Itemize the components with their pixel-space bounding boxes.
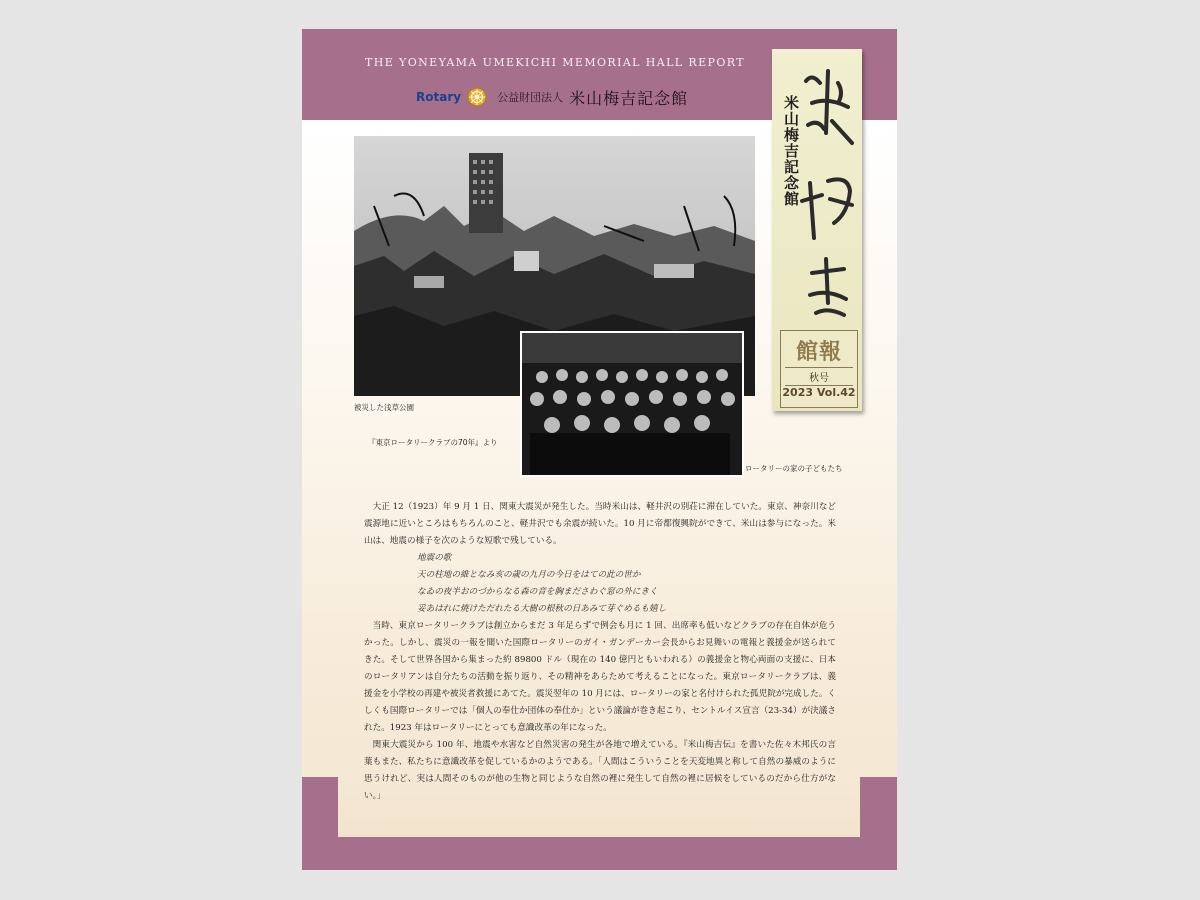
rotary-wheel-icon [467,87,487,107]
paragraph-2: 当時、東京ロータリークラブは創立からまだ 3 年足らずで例会も月に 1 回、出席率も低いなどクラブの存在自体が危うかった。しかし、震災の一報を聞いた国際ロータリーのガイ・ガンデーカー会長からお見舞いの電報と義援金が送られてきた。そして世界各国から集まった約 89800 ドル（現在の 140 億円ともいわれる）の義援金と物心両面の支援に、日本のロータリアンは自分たちの活動を振り返り、その精神をあらためて考えることになった。東京ロータリークラブは、義援金を小学校の再建や被災者救援にあてた。震災翌年の 10 月には、ロータリーの家と名付けられた孤児院が完成した。くしくも国際ロータリーでは「個人の奉仕か団体の奉仕か」という議論が巻き起こり、セントルイス宣言（23-34）が決議された。1923 年はロータリーにとっても意識改革の年になった。 [364,621,836,733]
kanpo-box [780,330,858,408]
article-body [364,499,836,805]
poem-line-2: なゐの夜半おのづからなる森の音を胸まださわぐ窓の外にきく [417,587,658,597]
poem-title: 地震の歌 [417,553,452,563]
paragraph-3: 関東大震災から 100 年、地震や水害など自然災害の発生が各地で増えている。『米山梅吉伝』を書いた佐々木邦氏の言葉もまた、私たちに意識改革を促しているかのようである。「人間はこういうことを天変地異と称して自然の暴威のように思うけれど、実は人間そのものが他の生物と同じような自然の裡に発生して自然の裡に居候をしているのだから仕方がない。」 [364,740,836,801]
calligraphy-signature-icon [798,63,860,325]
source-caption: 『東京ロータリークラブの70年』より [368,438,498,447]
newsletter-page [302,29,897,870]
poem-line-1: 天の柱地の維となみ亥の歳の九月の今日をはての此の世か [417,570,641,580]
org-name: 米山梅吉記念館 [569,88,689,108]
children-photo-caption: ロータリーの家の子どもたち [745,464,843,473]
vertical-org-name: 米山梅吉記念館 [782,95,800,207]
paragraph-1: 大正 12（1923）年 9 月 1 日、関東大震災が発生した。当時米山は、軽井沢の別荘に滞在していた。東京、神奈川など震源地に近いところはもちろんのこと、軽井沢でも余震が続いた。10 月に帝都復興院ができて、米山は参与になった。米山は、地震の様子を次のような短歌で残している。 [364,502,836,546]
poem-line-3: 妥あはれに焼けただれたる大樹の根秋の日あみて芽ぐめるも嬉し [417,604,667,614]
kanpo-title: 館報 [795,339,842,365]
children-photo [520,331,744,477]
title-card [772,49,862,411]
issue-season: 秋号 [785,367,853,386]
main-photo-caption: 被災した浅草公園 [354,403,414,412]
report-title: THE YONEYAMA UMEKICHI MEMORIAL HALL REPORT [365,56,745,69]
organization-line [416,86,688,108]
rotary-wordmark: Rotary [416,90,462,104]
org-type: 公益財団法人 [497,91,564,104]
issue-volume: 2023 Vol.42 [782,386,856,399]
poem-block [364,550,836,618]
